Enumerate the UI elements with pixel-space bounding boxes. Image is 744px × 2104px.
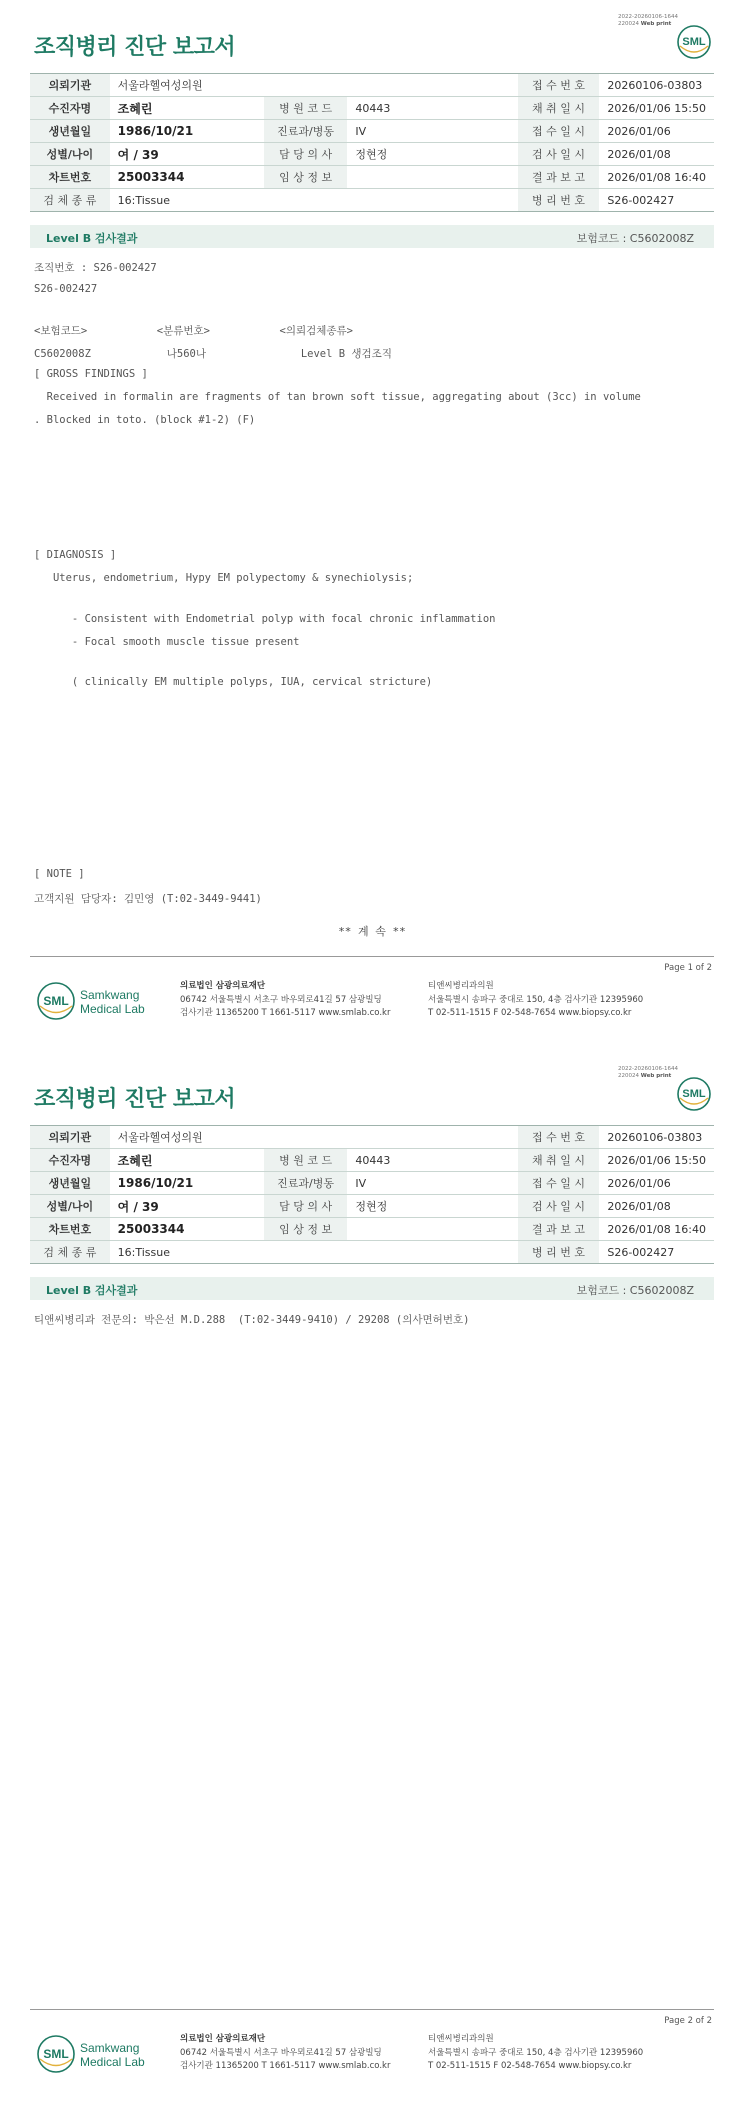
footer-right-info: 티앤씨병리과의원 서울특별시 송파구 중대로 150, 4층 검사기관 12395960 T 02-511-1515 F 02-548-7654 www.biopsy.co.kr — [428, 981, 644, 1018]
chart-no-label: 차트번호 — [30, 1218, 110, 1241]
continued-marker: ** 계 속 ** — [338, 925, 406, 938]
collected-date: 2026/01/06 15:50 — [599, 97, 714, 120]
note-header: [ NOTE ] — [34, 868, 85, 880]
pathology-no-label: 병 리 번 호 — [518, 1241, 600, 1264]
footer-right-info: 티앤씨병리과의원 서울특별시 송파구 중대로 150, 4층 검사기관 12395960 T 02-511-1515 F 02-548-7654 www.biopsy.co.kr — [428, 2034, 644, 2071]
diagnosis-header: [ DIAGNOSIS ] — [34, 549, 117, 561]
requesting-org: 서울라헬여성의원 — [110, 1126, 518, 1149]
patient-info-table — [30, 73, 714, 212]
exam-date-label: 검 사 일 시 — [518, 1195, 600, 1218]
print-stamp: 2022-20260106-1644 220024 Web print — [618, 14, 678, 27]
svg-text:Medical Lab: Medical Lab — [80, 2055, 145, 2069]
header-row — [30, 1195, 714, 1218]
dob-label: 생년월일 — [30, 1172, 110, 1195]
dob: 1986/10/21 — [110, 120, 264, 143]
clinical-info — [347, 166, 517, 189]
doctor-label: 담 당 의 사 — [264, 143, 348, 166]
header-row — [30, 1218, 714, 1241]
insurance-code: 보험코드 : C5602008Z — [576, 232, 694, 245]
dob: 1986/10/21 — [110, 1172, 264, 1195]
patient-info-table — [30, 1125, 714, 1264]
page-number: Page 1 of 2 — [664, 963, 712, 973]
report-title: 조직병리 진단 보고서 — [34, 1087, 236, 1112]
result-date: 2026/01/08 16:40 — [599, 1218, 714, 1241]
patient-label: 수진자명 — [30, 1149, 110, 1172]
header-row — [30, 143, 714, 166]
sex-age-label: 성별/나이 — [30, 143, 110, 166]
diagnosis-line-2: - Consistent with Endometrial polyp with focal chronic inflammation — [34, 613, 496, 625]
clinical-label: 임 상 정 보 — [264, 1218, 348, 1241]
sex-age: 여 / 39 — [110, 143, 264, 166]
clinical-info — [347, 1218, 517, 1241]
header-row — [30, 97, 714, 120]
specimen: 16:Tissue — [110, 1241, 518, 1264]
pathology-no-label: 병 리 번 호 — [518, 189, 600, 212]
dept: IV — [347, 1172, 517, 1195]
svg-text:SML: SML — [43, 994, 69, 1008]
hospital-code: 40443 — [347, 97, 517, 120]
tissue-no-line: 조직번호 : S26-002427 — [34, 262, 157, 274]
receipt-no-label: 접 수 번 호 — [518, 74, 600, 97]
svg-text:SML: SML — [682, 36, 706, 48]
dept: IV — [347, 120, 517, 143]
diagnosis-line-1: Uterus, endometrium, Hypy EM polypectomy & synechiolysis; — [34, 572, 414, 584]
header-row — [30, 166, 714, 189]
report-page-1 — [0, 0, 744, 1040]
specimen: 16:Tissue — [110, 189, 518, 212]
header-row — [30, 1172, 714, 1195]
level-result-bar — [30, 1277, 714, 1300]
page-number: Page 2 of 2 — [664, 2016, 712, 2026]
specimen-label: 검 체 종 류 — [30, 1241, 110, 1264]
receipt-no: 20260106-03803 — [599, 1126, 714, 1149]
collected-label: 채 취 일 시 — [518, 1149, 600, 1172]
doctor: 정현정 — [347, 143, 517, 166]
exam-date: 2026/01/08 — [599, 1195, 714, 1218]
svg-text:SML: SML — [43, 2047, 69, 2061]
exam-date-label: 검 사 일 시 — [518, 143, 600, 166]
gross-findings-line-1: Received in formalin are fragments of tan brown soft tissue, aggregating about (3cc) in volume — [34, 391, 641, 403]
patient-name: 조혜린 — [110, 97, 264, 120]
clinical-label: 임 상 정 보 — [264, 166, 348, 189]
svg-text:SML: SML — [682, 1088, 706, 1100]
sml-badge-icon — [676, 1076, 712, 1112]
result-label: 결 과 보 고 — [518, 166, 600, 189]
footer-left-info: 의료법인 삼광의료재단 06742 서울특별시 서초구 바우뫼로41길 57 삼광빌딩 검사기관 11365200 T 1661-5117 www.smlab.co.kr — [180, 2034, 391, 2071]
footer-divider — [30, 2009, 714, 2010]
gross-findings-line-2: . Blocked in toto. (block #1-2) (F) — [34, 414, 256, 426]
header-row — [30, 189, 714, 212]
requesting-org-label: 의뢰기관 — [30, 1126, 110, 1149]
level-label: Level B 검사결과 — [46, 1284, 138, 1297]
patient-label: 수진자명 — [30, 97, 110, 120]
chart-no: 25003344 — [110, 1218, 264, 1241]
print-stamp: 2022-20260106-1644 220024 Web print — [618, 1066, 678, 1079]
received-label: 접 수 일 시 — [518, 120, 600, 143]
column-values: C5602008Z 나560나 Level B 생검조직 — [34, 348, 392, 360]
samkwang-logo — [36, 981, 186, 1021]
gross-findings-header: [ GROSS FINDINGS ] — [34, 368, 148, 380]
chart-no: 25003344 — [110, 166, 264, 189]
svg-text:Medical Lab: Medical Lab — [80, 1002, 145, 1016]
sex-age: 여 / 39 — [110, 1195, 264, 1218]
received-date: 2026/01/06 — [599, 1172, 714, 1195]
header-row — [30, 74, 714, 97]
result-label: 결 과 보 고 — [518, 1218, 600, 1241]
diagnosis-line-3: - Focal smooth muscle tissue present — [34, 636, 300, 648]
hospital-code-label: 병 원 코 드 — [264, 97, 348, 120]
report-title: 조직병리 진단 보고서 — [34, 35, 236, 60]
header-row — [30, 1149, 714, 1172]
receipt-no: 20260106-03803 — [599, 74, 714, 97]
requesting-org-label: 의뢰기관 — [30, 74, 110, 97]
hospital-code-label: 병 원 코 드 — [264, 1149, 348, 1172]
dob-label: 생년월일 — [30, 120, 110, 143]
note-line: 고객지원 담당자: 김민영 (T:02-3449-9441) — [34, 893, 262, 905]
doctor: 정현정 — [347, 1195, 517, 1218]
dept-label: 진료과/병동 — [264, 1172, 348, 1195]
doctor-label: 담 당 의 사 — [264, 1195, 348, 1218]
header-row — [30, 120, 714, 143]
diagnosis-line-4: ( clinically EM multiple polyps, IUA, cervical stricture) — [34, 676, 433, 688]
tissue-no-line-2: S26-002427 — [34, 283, 98, 295]
received-date: 2026/01/06 — [599, 120, 714, 143]
pathology-no: S26-002427 — [599, 1241, 714, 1264]
level-result-bar — [30, 225, 714, 248]
samkwang-logo — [36, 2034, 186, 2074]
sml-badge-icon — [676, 24, 712, 60]
insurance-code: 보험코드 : C5602008Z — [576, 1284, 694, 1297]
report-page-2 — [0, 1052, 744, 2104]
result-date: 2026/01/08 16:40 — [599, 166, 714, 189]
svg-text:Samkwang: Samkwang — [80, 988, 140, 1002]
received-label: 접 수 일 시 — [518, 1172, 600, 1195]
dept-label: 진료과/병동 — [264, 120, 348, 143]
collected-date: 2026/01/06 15:50 — [599, 1149, 714, 1172]
specimen-label: 검 체 종 류 — [30, 189, 110, 212]
collected-label: 채 취 일 시 — [518, 97, 600, 120]
header-row — [30, 1241, 714, 1264]
footer-left-info: 의료법인 삼광의료재단 06742 서울특별시 서초구 바우뫼로41길 57 삼광빌딩 검사기관 11365200 T 1661-5117 www.smlab.co.kr — [180, 981, 391, 1018]
sex-age-label: 성별/나이 — [30, 1195, 110, 1218]
pathology-no: S26-002427 — [599, 189, 714, 212]
footer-divider — [30, 956, 714, 957]
exam-date: 2026/01/08 — [599, 143, 714, 166]
requesting-org: 서울라헬여성의원 — [110, 74, 518, 97]
hospital-code: 40443 — [347, 1149, 517, 1172]
svg-text:Samkwang: Samkwang — [80, 2041, 140, 2055]
pathologist-signature-line: 티앤씨병리과 전문의: 박은선 M.D.288 (T:02-3449-9410) / 29208 (의사면허번호) — [34, 1314, 470, 1326]
chart-no-label: 차트번호 — [30, 166, 110, 189]
level-label: Level B 검사결과 — [46, 232, 138, 245]
patient-name: 조혜린 — [110, 1149, 264, 1172]
column-headers: <보험코드> <분류번호> <의뢰검체종류> — [34, 325, 354, 337]
header-row — [30, 1126, 714, 1149]
receipt-no-label: 접 수 번 호 — [518, 1126, 600, 1149]
